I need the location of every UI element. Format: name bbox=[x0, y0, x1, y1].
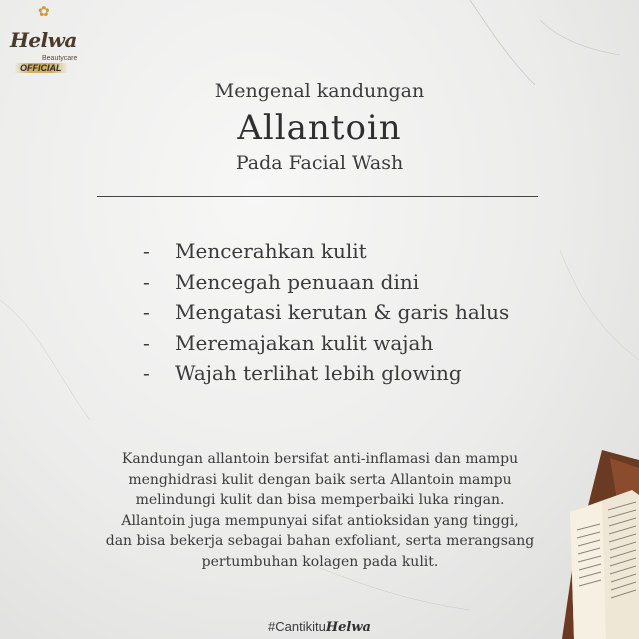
list-item bbox=[143, 358, 509, 389]
title-main: Allantoin bbox=[237, 108, 402, 148]
flower-icon: ✿ bbox=[38, 4, 50, 20]
title-line-3: Pada Facial Wash bbox=[235, 152, 404, 174]
description-line: melindungi kulit dan bisa memperbaiki luka ringan. bbox=[135, 492, 505, 508]
description-line: pertumbuhan kolagen pada kulit. bbox=[201, 553, 439, 570]
benefit-text: Mencegah penuaan dini bbox=[175, 269, 420, 294]
bullet-dash: - bbox=[143, 300, 150, 325]
list-item bbox=[143, 328, 509, 359]
benefits-list bbox=[143, 236, 509, 389]
description-line: menghidrasi kulit dengan baik serta Allantoin mampu bbox=[128, 471, 512, 488]
hashtag bbox=[0, 619, 639, 635]
benefit-text: Mencerahkan kulit bbox=[175, 239, 367, 264]
list-item bbox=[143, 236, 509, 267]
benefit-text: Mengatasi kerutan & garis halus bbox=[175, 300, 510, 325]
benefit-text: Wajah terlihat lebih glowing bbox=[175, 361, 462, 386]
logo-subtitle: Beautycare bbox=[42, 55, 78, 62]
description-line: dan bisa bekerja sebagai bahan exfoliant, serta merangsang bbox=[105, 533, 535, 549]
title-line-1: Mengenal kandungan bbox=[214, 80, 425, 102]
list-item bbox=[143, 267, 509, 298]
bullet-dash: - bbox=[143, 269, 150, 294]
book-decoration bbox=[562, 450, 639, 639]
logo-brand-text: Helwa bbox=[10, 28, 77, 52]
benefit-text: Meremajakan kulit wajah bbox=[175, 330, 434, 355]
list-item bbox=[143, 297, 509, 328]
bullet-dash: - bbox=[143, 361, 150, 386]
title-divider bbox=[97, 196, 538, 197]
hashtag-brand: Helwa bbox=[325, 620, 371, 635]
description-paragraph bbox=[60, 449, 580, 572]
description-line: Kandungan allantoin bersifat anti-inflamasi dan mampu bbox=[121, 451, 519, 467]
bullet-dash: - bbox=[143, 239, 150, 264]
logo-official-badge: OFFICIAL bbox=[14, 63, 68, 73]
brand-logo bbox=[6, 4, 86, 84]
bullet-dash: - bbox=[143, 330, 150, 355]
hashtag-prefix: #Cantikitu bbox=[268, 619, 326, 634]
description-line: Allantoin juga mempunyai sifat antioksidan yang tinggi, bbox=[121, 512, 519, 529]
